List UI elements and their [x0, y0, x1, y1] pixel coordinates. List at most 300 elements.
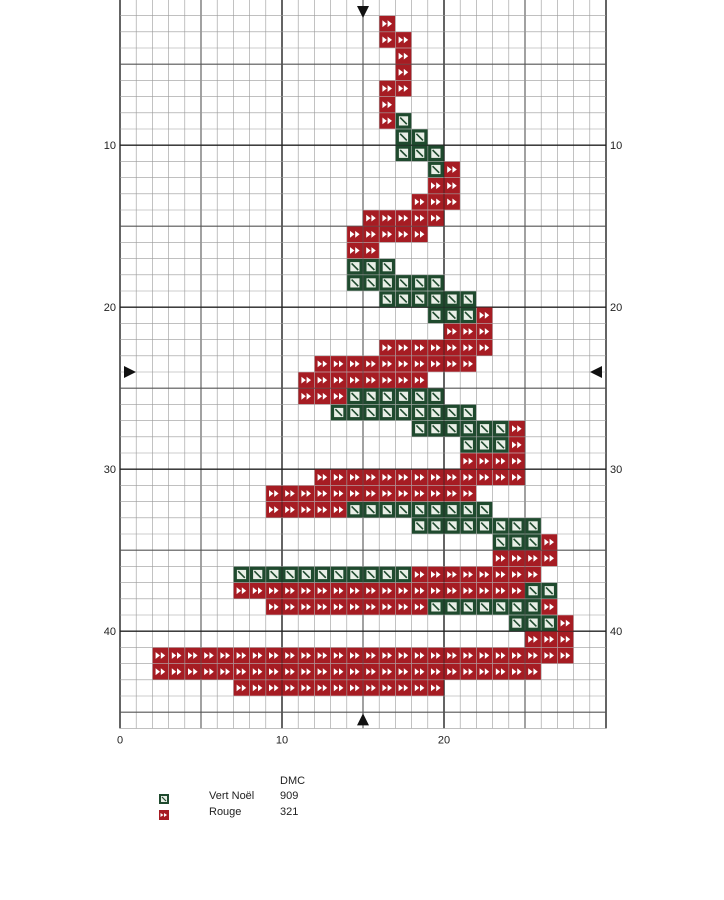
stitch-vert-noel [525, 599, 541, 615]
stitch-vert-noel [477, 502, 493, 518]
stitch-rouge [525, 648, 541, 664]
stitch-vert-noel [428, 389, 444, 405]
stitch-rouge [444, 356, 460, 372]
stitch-rouge [169, 648, 185, 664]
stitch-rouge [347, 648, 363, 664]
stitch-rouge [428, 356, 444, 372]
stitch-vert-noel [428, 518, 444, 534]
stitch-vert-noel [428, 308, 444, 324]
stitch-rouge [380, 372, 396, 388]
stitch-rouge [477, 470, 493, 486]
stitch-rouge [201, 648, 217, 664]
stitch-rouge [412, 599, 428, 615]
stitch-rouge [477, 324, 493, 340]
stitch-rouge [380, 81, 396, 97]
stitch-rouge [347, 680, 363, 696]
stitch-rouge [525, 551, 541, 567]
stitch-vert-noel [444, 599, 460, 615]
stitch-vert-noel [412, 421, 428, 437]
stitch-rouge [428, 210, 444, 226]
stitch-vert-noel [444, 308, 460, 324]
stitch-rouge [201, 664, 217, 680]
stitch-rouge [461, 340, 477, 356]
stitch-rouge [412, 372, 428, 388]
stitch-rouge [380, 583, 396, 599]
stitch-rouge [234, 583, 250, 599]
stitch-rouge [299, 680, 315, 696]
stitch-rouge [363, 372, 379, 388]
stitch-rouge [380, 113, 396, 129]
stitch-rouge [428, 178, 444, 194]
stitch-rouge [428, 567, 444, 583]
stitch-rouge [412, 356, 428, 372]
stitch-rouge [444, 664, 460, 680]
stitch-rouge [493, 551, 509, 567]
stitch-rouge [444, 340, 460, 356]
stitch-vert-noel [363, 502, 379, 518]
stitch-rouge [218, 664, 234, 680]
stitch-rouge [396, 227, 412, 243]
stitch-rouge [331, 502, 347, 518]
stitch-rouge [428, 583, 444, 599]
stitch-rouge [347, 583, 363, 599]
stitch-vert-noel [461, 405, 477, 421]
stitch-rouge [315, 470, 331, 486]
stitch-vert-noel [428, 421, 444, 437]
stitch-rouge [363, 227, 379, 243]
stitch-vert-noel [380, 291, 396, 307]
stitch-vert-noel [347, 389, 363, 405]
stitch-rouge [396, 48, 412, 64]
stitch-vert-noel [396, 389, 412, 405]
stitch-vert-noel [461, 518, 477, 534]
stitch-rouge [331, 470, 347, 486]
stitch-rouge [396, 470, 412, 486]
stitch-rouge [396, 340, 412, 356]
stitch-rouge [363, 243, 379, 259]
stitch-vert-noel [461, 421, 477, 437]
stitch-vert-noel [525, 534, 541, 550]
stitch-rouge [266, 486, 282, 502]
stitch-vert-noel [380, 405, 396, 421]
center-marker-bottom-icon [357, 713, 369, 725]
stitch-vert-noel [428, 275, 444, 291]
stitch-rouge [396, 65, 412, 81]
stitch-rouge [315, 502, 331, 518]
stitch-vert-noel [525, 518, 541, 534]
stitch-rouge [412, 210, 428, 226]
stitch-vert-noel [347, 567, 363, 583]
y-tick-label-right: 30 [610, 464, 623, 477]
stitch-rouge [315, 583, 331, 599]
y-tick-label-left: 40 [103, 626, 116, 639]
stitch-rouge [461, 664, 477, 680]
stitch-rouge [412, 227, 428, 243]
stitch-vert-noel [396, 113, 412, 129]
stitch-rouge [282, 502, 298, 518]
stitch-vert-noel [363, 275, 379, 291]
stitch-rouge [428, 470, 444, 486]
stitch-rouge [444, 470, 460, 486]
stitch-rouge [461, 486, 477, 502]
stitch-rouge [461, 453, 477, 469]
stitch-rouge [525, 632, 541, 648]
stitch-vert-noel [396, 146, 412, 162]
stitch-rouge [461, 567, 477, 583]
stitch-vert-noel [509, 599, 525, 615]
stitch-rouge [380, 340, 396, 356]
y-tick-label-right: 10 [610, 140, 623, 153]
stitch-rouge [299, 583, 315, 599]
stitch-rouge [412, 648, 428, 664]
stitch-rouge [250, 680, 266, 696]
stitch-rouge [412, 486, 428, 502]
stitch-rouge [347, 599, 363, 615]
stitch-vert-noel [428, 291, 444, 307]
stitch-vert-noel [477, 421, 493, 437]
stitch-vert-noel [396, 405, 412, 421]
y-tick-label-left: 20 [103, 302, 116, 315]
stitch-rouge [331, 664, 347, 680]
stitch-vert-noel [266, 567, 282, 583]
stitch-rouge [380, 486, 396, 502]
stitch-vert-noel [493, 437, 509, 453]
stitch-vert-noel [412, 518, 428, 534]
stitch-vert-noel [282, 567, 298, 583]
stitch-rouge [266, 502, 282, 518]
stitch-rouge [299, 664, 315, 680]
stitch-vert-noel [363, 389, 379, 405]
stitch-rouge [444, 162, 460, 178]
stitch-vert-noel [493, 599, 509, 615]
stitch-rouge [461, 324, 477, 340]
stitch-rouge [428, 194, 444, 210]
stitch-vert-noel [380, 502, 396, 518]
stitch-rouge [380, 97, 396, 113]
stitch-rouge [444, 648, 460, 664]
stitch-rouge [493, 583, 509, 599]
stitch-vert-noel [412, 291, 428, 307]
stitch-rouge [509, 421, 525, 437]
stitch-rouge [509, 551, 525, 567]
stitch-rouge [412, 664, 428, 680]
stitch-vert-noel [428, 502, 444, 518]
stitch-vert-noel [477, 599, 493, 615]
stitch-vert-noel [412, 129, 428, 145]
stitch-rouge [315, 599, 331, 615]
stitch-rouge [396, 664, 412, 680]
stitch-vert-noel [493, 518, 509, 534]
stitch-rouge [477, 648, 493, 664]
stitch-vert-noel [428, 405, 444, 421]
stitch-vert-noel [444, 291, 460, 307]
stitch-rouge [477, 583, 493, 599]
stitch-vert-noel [509, 518, 525, 534]
stitch-vert-noel [461, 291, 477, 307]
stitch-rouge [234, 680, 250, 696]
stitch-rouge [396, 210, 412, 226]
stitch-rouge [363, 210, 379, 226]
stitch-rouge [331, 372, 347, 388]
stitch-rouge [331, 356, 347, 372]
stitch-rouge [282, 599, 298, 615]
stitch-rouge [461, 470, 477, 486]
stitch-vert-noel [412, 275, 428, 291]
stitch-rouge [558, 632, 574, 648]
stitch-rouge [299, 599, 315, 615]
stitch-rouge [347, 486, 363, 502]
stitch-vert-noel [477, 437, 493, 453]
stitch-vert-noel [396, 275, 412, 291]
stitch-vert-noel [363, 259, 379, 275]
stitch-vert-noel [542, 583, 558, 599]
stitch-rouge [250, 664, 266, 680]
stitch-rouge [412, 567, 428, 583]
stitch-rouge [477, 567, 493, 583]
stitch-vert-noel [477, 518, 493, 534]
stitch-rouge [509, 437, 525, 453]
stitch-rouge [363, 583, 379, 599]
stitch-vert-noel [412, 389, 428, 405]
stitch-vert-noel [542, 615, 558, 631]
stitch-rouge [493, 453, 509, 469]
stitch-vert-noel [509, 615, 525, 631]
stitch-vert-noel [396, 502, 412, 518]
stitch-vert-noel [412, 405, 428, 421]
stitch-rouge [282, 680, 298, 696]
stitch-vert-noel [363, 567, 379, 583]
stitch-vert-noel [509, 534, 525, 550]
stitch-rouge [380, 680, 396, 696]
stitch-vert-noel [315, 567, 331, 583]
stitch-rouge [461, 356, 477, 372]
stitch-rouge [412, 470, 428, 486]
stitch-rouge [493, 470, 509, 486]
stitch-rouge [428, 486, 444, 502]
stitch-vert-noel [493, 534, 509, 550]
stitch-vert-noel [380, 389, 396, 405]
stitch-rouge [477, 453, 493, 469]
stitch-vert-noel [347, 259, 363, 275]
stitch-rouge [380, 356, 396, 372]
stitch-rouge [396, 583, 412, 599]
stitch-vert-noel [461, 437, 477, 453]
stitch-rouge [315, 356, 331, 372]
stitch-rouge [347, 470, 363, 486]
stitch-rouge [315, 389, 331, 405]
stitch-rouge [380, 470, 396, 486]
stitch-vert-noel [347, 405, 363, 421]
stitch-rouge [444, 324, 460, 340]
stitch-rouge [315, 486, 331, 502]
stitch-rouge [444, 583, 460, 599]
stitch-rouge [428, 680, 444, 696]
stitch-rouge [428, 340, 444, 356]
stitch-rouge [153, 648, 169, 664]
stitch-vert-noel [428, 146, 444, 162]
stitch-rouge [461, 583, 477, 599]
stitch-vert-noel [412, 146, 428, 162]
stitch-rouge [331, 583, 347, 599]
stitch-rouge [380, 210, 396, 226]
stitch-vert-noel [444, 502, 460, 518]
stitch-rouge [299, 502, 315, 518]
x-tick-label: 0 [116, 734, 124, 747]
stitch-rouge [396, 599, 412, 615]
stitch-rouge [509, 664, 525, 680]
stitch-rouge [282, 648, 298, 664]
stitch-vert-noel [396, 129, 412, 145]
stitch-rouge [444, 486, 460, 502]
legend-item-name: Rouge [209, 806, 242, 818]
stitch-rouge [347, 664, 363, 680]
stitch-vert-noel [461, 502, 477, 518]
stitch-vert-noel [380, 259, 396, 275]
stitch-rouge [331, 389, 347, 405]
stitch-rouge [315, 648, 331, 664]
stitch-vert-noel [299, 567, 315, 583]
stitch-vert-noel [363, 405, 379, 421]
stitch-rouge [396, 81, 412, 97]
stitch-rouge [542, 551, 558, 567]
stitch-rouge [266, 648, 282, 664]
stitch-rouge [363, 356, 379, 372]
stitch-rouge [363, 470, 379, 486]
stitch-rouge [412, 194, 428, 210]
stitch-rouge [363, 664, 379, 680]
stitch-rouge [331, 486, 347, 502]
stitch-rouge [185, 648, 201, 664]
stitch-rouge [509, 567, 525, 583]
stitch-rouge [525, 567, 541, 583]
stitch-vert-noel [444, 518, 460, 534]
stitch-rouge [493, 567, 509, 583]
y-tick-label-left: 10 [103, 140, 116, 153]
stitch-rouge [509, 583, 525, 599]
stitch-rouge [234, 648, 250, 664]
stitch-rouge [412, 680, 428, 696]
stitch-rouge [315, 372, 331, 388]
stitch-rouge [509, 648, 525, 664]
stitch-rouge [315, 664, 331, 680]
stitch-rouge [542, 534, 558, 550]
stitch-rouge [299, 648, 315, 664]
stitch-rouge [331, 599, 347, 615]
stitch-rouge [299, 372, 315, 388]
stitch-rouge [299, 486, 315, 502]
stitch-rouge [412, 340, 428, 356]
stitch-rouge [153, 664, 169, 680]
y-tick-label-left: 30 [103, 464, 116, 477]
stitch-vert-noel [396, 567, 412, 583]
stitch-vert-noel [461, 599, 477, 615]
stitch-rouge [218, 648, 234, 664]
legend-item-name: Vert Noël [209, 790, 255, 802]
stitch-rouge [380, 16, 396, 32]
stitch-vert-noel [396, 291, 412, 307]
stitch-rouge [299, 389, 315, 405]
center-marker-left-icon [124, 366, 136, 378]
stitch-rouge [380, 648, 396, 664]
stitch-rouge [331, 648, 347, 664]
stitch-rouge [477, 308, 493, 324]
stitch-rouge [493, 648, 509, 664]
stitch-vert-noel [412, 502, 428, 518]
stitch-rouge [380, 227, 396, 243]
stitch-rouge [477, 664, 493, 680]
legend-item-code: 909 [280, 790, 299, 802]
stitch-rouge [396, 680, 412, 696]
stitch-rouge [347, 372, 363, 388]
stitch-vert-noel [250, 567, 266, 583]
x-tick-label: 10 [275, 734, 289, 747]
stitch-vert-noel [525, 615, 541, 631]
stitch-rouge [363, 680, 379, 696]
stitch-rouge [444, 194, 460, 210]
stitch-vert-noel [461, 308, 477, 324]
stitch-rouge [315, 680, 331, 696]
stitch-rouge [266, 664, 282, 680]
stitch-rouge [542, 599, 558, 615]
stitch-rouge [363, 486, 379, 502]
stitch-rouge [396, 486, 412, 502]
stitch-rouge [347, 356, 363, 372]
stitch-rouge [444, 567, 460, 583]
stitch-rouge [250, 583, 266, 599]
stitch-rouge [234, 664, 250, 680]
stitch-rouge [331, 680, 347, 696]
stitch-vert-noel [331, 567, 347, 583]
stitch-rouge [347, 227, 363, 243]
stitch-rouge [444, 178, 460, 194]
stitch-rouge [363, 648, 379, 664]
stitch-rouge [282, 486, 298, 502]
stitch-vert-noel [444, 405, 460, 421]
stitch-rouge [428, 648, 444, 664]
stitch-vert-noel [347, 275, 363, 291]
stitch-rouge [542, 632, 558, 648]
stitch-rouge [347, 243, 363, 259]
stitch-rouge [542, 648, 558, 664]
stitch-rouge [185, 664, 201, 680]
stitch-rouge [509, 453, 525, 469]
stitch-rouge [396, 372, 412, 388]
stitch-rouge [380, 664, 396, 680]
stitch-vert-noel [347, 502, 363, 518]
stitch-rouge [266, 599, 282, 615]
x-tick-label: 20 [437, 734, 451, 747]
y-tick-label-right: 20 [610, 302, 623, 315]
stitch-vert-noel [525, 583, 541, 599]
stitch-rouge [380, 32, 396, 48]
stitch-rouge [250, 648, 266, 664]
center-marker-top-icon [357, 6, 369, 18]
stitch-rouge [509, 470, 525, 486]
stitch-rouge [282, 583, 298, 599]
center-marker-right-icon [590, 366, 602, 378]
legend-item-code: 321 [280, 806, 299, 818]
stitch-rouge [266, 680, 282, 696]
stitch-rouge [169, 664, 185, 680]
stitch-rouge [380, 599, 396, 615]
stitch-vert-noel [380, 567, 396, 583]
stitch-rouge [396, 648, 412, 664]
stitch-rouge [396, 32, 412, 48]
stitch-rouge [558, 615, 574, 631]
stitch-rouge [461, 648, 477, 664]
stitch-vert-noel [428, 162, 444, 178]
stitch-vert-noel [428, 599, 444, 615]
